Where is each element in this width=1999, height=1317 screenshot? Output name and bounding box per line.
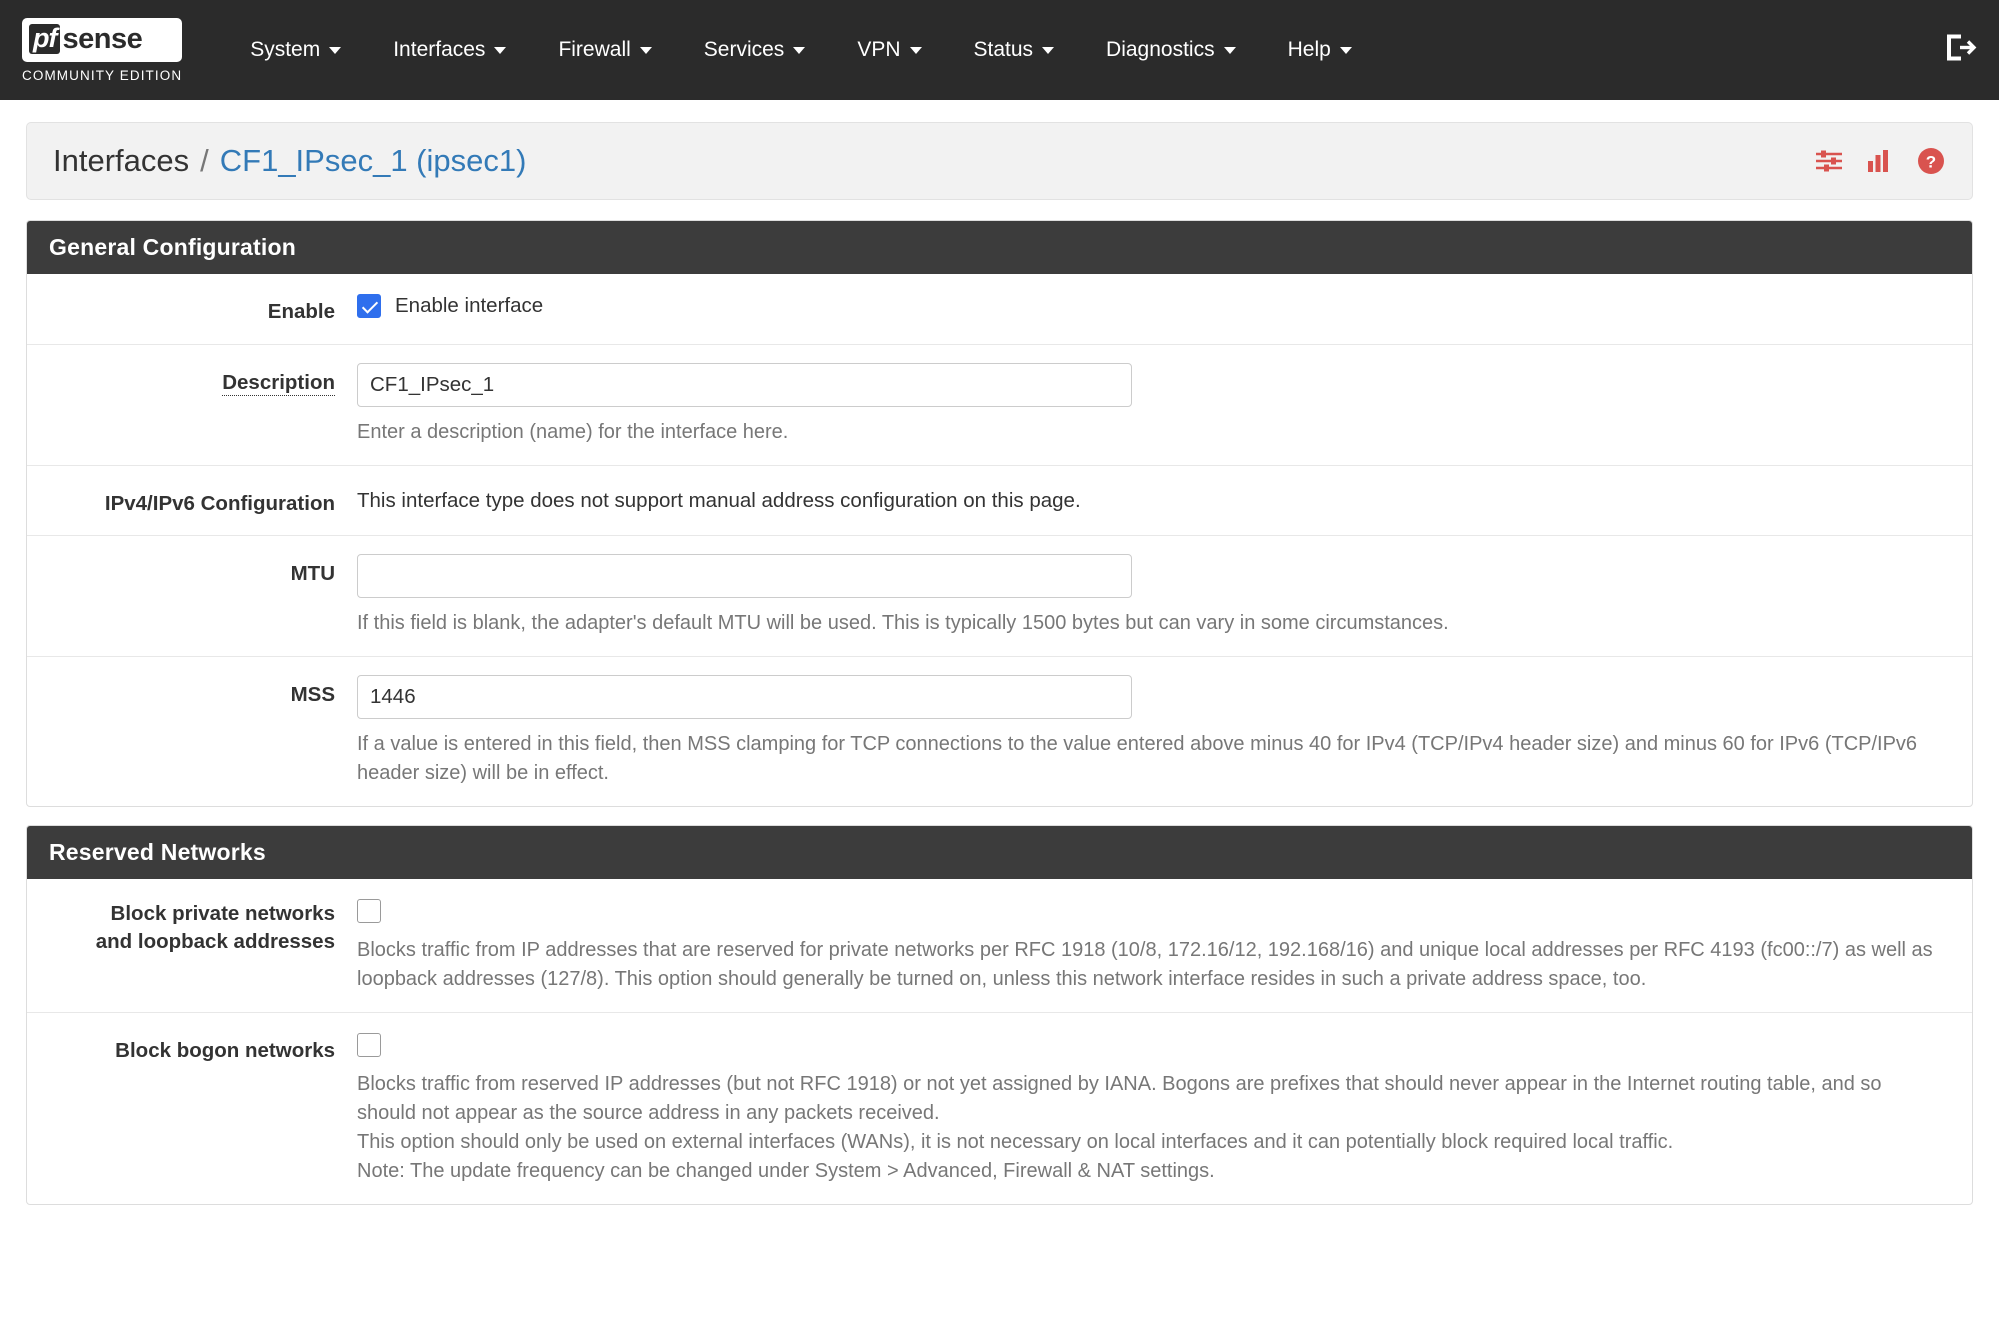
nav-item-help[interactable] xyxy=(1262,0,1378,100)
breadcrumb-root[interactable]: Interfaces xyxy=(53,143,190,178)
row-block-private-networks xyxy=(27,879,1972,1013)
label-block-private-line1: Block private networks xyxy=(110,902,335,926)
field-description xyxy=(357,363,1972,447)
label-block-private-networks xyxy=(27,897,357,994)
field-mss xyxy=(357,675,1972,788)
row-mtu xyxy=(27,536,1972,657)
svg-text:?: ? xyxy=(1925,152,1937,172)
nav-item-system[interactable] xyxy=(224,0,367,100)
chevron-down-icon xyxy=(1340,47,1352,54)
nav-item-status-label: Status xyxy=(973,38,1034,61)
ip-configuration-text: This interface type does not support manual address configuration on this page. xyxy=(357,488,1081,512)
row-description xyxy=(27,345,1972,466)
breadcrumb-actions xyxy=(1814,146,1946,176)
chevron-down-icon xyxy=(1042,47,1054,54)
block-private-networks-checkbox[interactable] xyxy=(357,899,381,923)
panel-reserved-networks xyxy=(26,825,1973,1205)
help-block-bogon-line2: This option should only be used on external interfaces (WANs), it is not necessary on local interfaces and it can potentially block required local traffic. xyxy=(357,1131,1674,1154)
row-enable xyxy=(27,274,1972,345)
breadcrumb-wrapper xyxy=(0,100,1999,200)
nav-item-firewall[interactable] xyxy=(532,0,677,100)
nav-item-services[interactable] xyxy=(678,0,832,100)
panel-general-configuration xyxy=(26,220,1973,807)
nav-item-services-label: Services xyxy=(703,38,785,61)
label-description xyxy=(27,363,357,447)
nav-item-firewall-label: Firewall xyxy=(558,38,631,61)
help-mtu: If this field is blank, the adapter's default MTU will be used. This is typically 1500 bytes but can vary in some circumstances. xyxy=(357,612,1449,635)
nav-menu xyxy=(224,0,1378,100)
sliders-icon[interactable] xyxy=(1814,147,1844,175)
enable-interface-checkbox-label[interactable]: Enable interface xyxy=(395,294,544,317)
panel-reserved-heading: Reserved Networks xyxy=(27,826,1972,879)
help-circle-icon[interactable] xyxy=(1916,146,1946,176)
row-mss xyxy=(27,657,1972,806)
field-ip-configuration xyxy=(357,484,1972,518)
form-area xyxy=(0,200,1999,1205)
breadcrumb-current[interactable]: CF1_IPsec_1 (ipsec1) xyxy=(219,143,527,178)
help-description: Enter a description (name) for the interface here. xyxy=(357,420,789,443)
enable-checkbox-line xyxy=(357,292,1946,318)
nav-item-vpn[interactable] xyxy=(831,0,947,100)
field-enable xyxy=(357,292,1972,326)
label-block-private-line2: and loopback addresses xyxy=(95,930,335,954)
label-ip-configuration: IPv4/IPv6 Configuration xyxy=(104,491,335,515)
nav-item-interfaces[interactable] xyxy=(367,0,532,100)
help-block-bogon-line3: Note: The update frequency can be changed under System > Advanced, Firewall & NAT settings. xyxy=(357,1160,1215,1183)
nav-item-diagnostics-label: Diagnostics xyxy=(1106,38,1215,61)
label-mss: MSS xyxy=(290,683,335,707)
logout-icon[interactable] xyxy=(1943,32,1977,69)
description-input[interactable] xyxy=(357,363,1132,407)
panel-general-heading: General Configuration xyxy=(27,221,1972,274)
block-private-checkbox-line xyxy=(357,897,1946,923)
brand-logo-mark xyxy=(22,18,182,62)
brand-sense-text: sense xyxy=(62,22,143,55)
enable-interface-checkbox[interactable] xyxy=(357,294,381,318)
label-mtu: MTU xyxy=(290,562,335,586)
chevron-down-icon xyxy=(793,47,805,54)
top-navbar xyxy=(0,0,1999,100)
brand-logo[interactable] xyxy=(22,18,182,83)
chevron-down-icon xyxy=(329,47,341,54)
nav-item-diagnostics[interactable] xyxy=(1080,0,1262,100)
brand-pf-text: pf xyxy=(29,24,60,54)
nav-item-vpn-label: VPN xyxy=(857,38,901,61)
label-block-bogon-networks: Block bogon networks xyxy=(115,1039,335,1063)
field-mtu xyxy=(357,554,1972,638)
nav-item-help-label: Help xyxy=(1287,38,1331,61)
row-ip-configuration xyxy=(27,466,1972,537)
field-block-private-networks xyxy=(357,897,1972,994)
breadcrumb-separator: / xyxy=(200,143,209,178)
help-mss: If a value is entered in this field, then MSS clamping for TCP connections to the value entered above minus 40 for IPv4 (TCP/IPv4 header size) and minus 60 for IPv6 (TCP/IPv6 header size) will be in effect. xyxy=(357,733,1918,785)
page-title xyxy=(53,143,526,179)
nav-item-system-label: System xyxy=(250,38,321,61)
nav-item-status[interactable] xyxy=(948,0,1081,100)
brand-edition-text: COMMUNITY EDITION xyxy=(22,67,183,83)
help-block-bogon-line1: Blocks traffic from reserved IP addresses (but not RFC 1918) or not yet assigned by IANA. Bogons are prefixes that should never appear in the Internet routing table, and so should not appear as the source address in any packets received. xyxy=(357,1073,1882,1125)
help-block-private-networks: Blocks traffic from IP addresses that are reserved for private networks per RFC 1918 (10/8, 172.16/12, 192.168/16) and unique local addresses per RFC 4193 (fc00::/7) as well as loopback addresses (127/8). This option should generally be turned on, unless this network interface resides in such a private address space, too. xyxy=(357,939,1933,991)
nav-item-interfaces-label: Interfaces xyxy=(393,38,486,61)
label-description-text: Description xyxy=(222,370,335,394)
block-bogon-networks-checkbox[interactable] xyxy=(357,1033,381,1057)
chevron-down-icon xyxy=(640,47,652,54)
mtu-input[interactable] xyxy=(357,554,1132,598)
field-block-bogon-networks xyxy=(357,1031,1972,1186)
chevron-down-icon xyxy=(1224,47,1236,54)
chart-bar-icon[interactable] xyxy=(1866,147,1894,175)
block-bogon-checkbox-line xyxy=(357,1031,1946,1057)
mss-input[interactable] xyxy=(357,675,1132,719)
chevron-down-icon xyxy=(494,47,506,54)
breadcrumb xyxy=(26,122,1973,200)
chevron-down-icon xyxy=(910,47,922,54)
navbar-right xyxy=(1943,32,1977,69)
row-block-bogon-networks xyxy=(27,1013,1972,1204)
label-enable: Enable xyxy=(267,300,335,323)
